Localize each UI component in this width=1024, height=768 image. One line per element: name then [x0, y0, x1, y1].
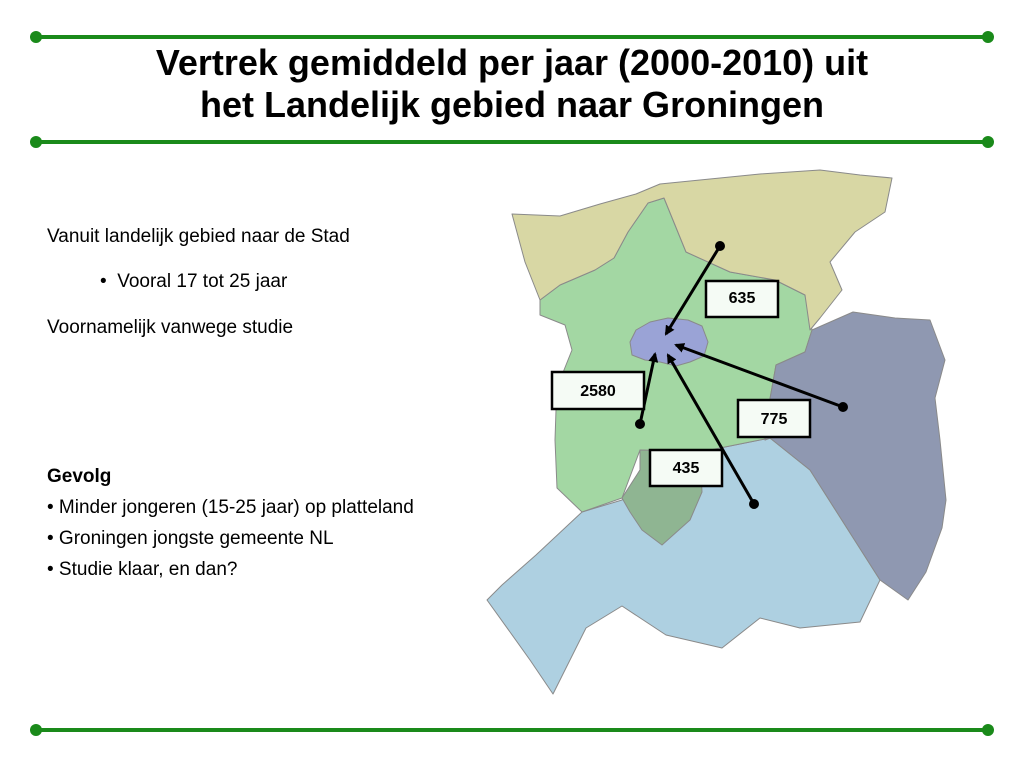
flow-label-east — [738, 400, 810, 437]
title-line-1: Vertrek gemiddeld per jaar (2000-2010) uit — [155, 42, 869, 83]
flow-label-north — [706, 281, 778, 317]
bullet-item: • Vooral 17 tot 25 jaar — [100, 271, 288, 292]
flow-label-west — [552, 372, 644, 409]
gevolg-item: • Minder jongeren (15-25 jaar) op platteland — [47, 497, 414, 518]
flow-value-north: 635 — [728, 290, 756, 307]
reason-text: Voornamelijk vanwege studie — [47, 317, 294, 338]
flow-origin-north — [715, 241, 725, 251]
flow-origin-west — [635, 419, 645, 429]
flow-value-west: 2580 — [580, 383, 616, 400]
title-line-2: het Landelijk gebied naar Groningen — [199, 84, 825, 125]
gevolg-item: • Studie klaar, en dan? — [47, 559, 238, 580]
flow-value-south: 435 — [672, 460, 700, 477]
gevolg-item: • Groningen jongste gemeente NL — [47, 528, 334, 549]
intro-text: Vanuit landelijk gebied naar de Stad — [47, 226, 350, 247]
bullet-text: Vooral 17 tot 25 jaar — [117, 271, 288, 292]
flow-origin-east — [838, 402, 848, 412]
gevolg-heading: Gevolg — [47, 466, 112, 487]
flow-origin-south — [749, 499, 759, 509]
flow-label-south — [650, 450, 722, 486]
flow-value-east: 775 — [760, 411, 788, 428]
